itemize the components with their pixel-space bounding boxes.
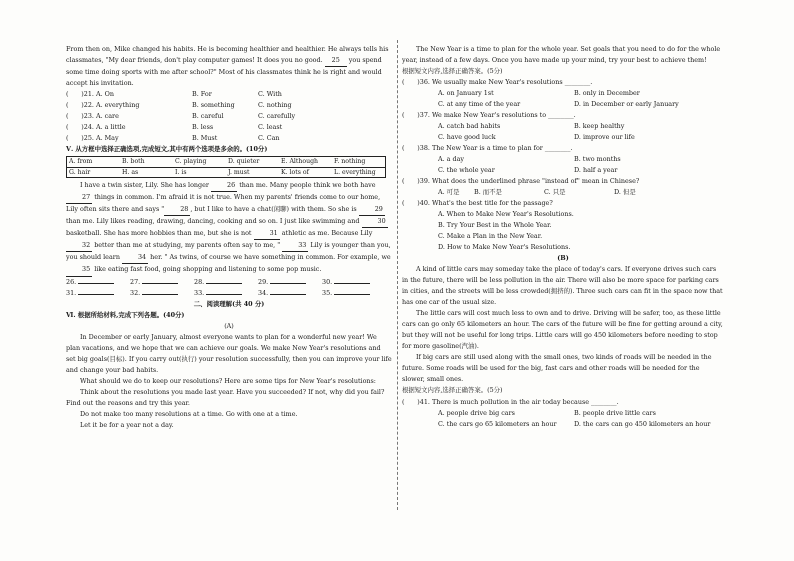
word-option: L. everything [332, 167, 385, 178]
passage-a-paragraph: Do not make too many resolutions at a time. Go with one at a time. [80, 409, 298, 418]
option: A. on January 1st [438, 89, 494, 98]
option: A. a day [438, 155, 465, 164]
answer-slot-27[interactable]: 27. [130, 277, 194, 288]
question-stem: ( )36. We usually make New Year's resolutions ________. [402, 78, 593, 87]
question-39 [402, 176, 724, 198]
option: A. When to Make New Year's Resolutions. [438, 210, 574, 219]
option: B. two months [574, 155, 621, 164]
option: C. the whole year [438, 166, 495, 175]
option: C. Make a Plan in the New Year. [438, 232, 543, 241]
word-option: H. as [120, 167, 173, 178]
option: B. 而不是 [474, 188, 502, 197]
answer-slot-30[interactable]: 30. [322, 277, 386, 288]
option: D. improve our life [574, 133, 635, 142]
answer-lines-row-2 [66, 288, 392, 299]
answer-slot-29[interactable]: 29. [258, 277, 322, 288]
word-option: A. from [69, 158, 93, 166]
option: A. 可是 [438, 188, 460, 197]
passage-a-ending: The New Year is a time to plan for the whole year. Set goals that you need to do for the whole year, instead of a few days. Once you have made up your mind, try your best to achieve them! [402, 45, 721, 65]
left-column [66, 44, 392, 431]
question-row: ( )25. A. May B. Must C. Can [66, 134, 280, 143]
answer-lines-row-1 [66, 277, 392, 288]
part-2-title: 二、阅读理解(共 40 分) [193, 299, 265, 308]
word-option: D. quieter [228, 158, 260, 166]
section-5-title: Ⅴ. 从方框中选择正确选项,完成短文,其中有两个选项是多余的。(10分) [66, 145, 268, 154]
option: C. 只是 [544, 188, 566, 197]
option: D. in December or early January [574, 100, 679, 109]
passage-a-paragraph: Let it be for a year not a day. [80, 420, 174, 429]
question-row: ( )24. A. a little B. less C. least [66, 123, 283, 132]
option: B. Try Your Best in the Whole Year. [438, 221, 552, 230]
passage-a-paragraph: What should we do to keep our resolutions? Here are some tips for New Year's resolutions: [80, 376, 376, 385]
question-38 [402, 143, 724, 176]
option: C. the cars go 65 kilometers an hour [438, 419, 557, 428]
cloze-intro-paragraph: From then on, Mike changed his habits. He is becoming healthier and healthier. He always tells his classmates, "My dear friends, don't play computer games! It does you no good. 25 you spend some time doing sports with me after school?" Most of his classmates think he is right and would accept his invitation. [66, 45, 389, 88]
option: C. at any time of the year [438, 100, 521, 109]
option: C. have good luck [438, 133, 496, 142]
blank-28: 28 [164, 204, 190, 216]
instruction-36-40: 根据短文内容,选择正确答案。(5分) [402, 67, 503, 76]
word-option: F. nothing [334, 158, 366, 166]
word-option: B. both [122, 158, 145, 166]
answer-slot-34[interactable]: 34. [258, 288, 322, 299]
word-option: J. must [226, 167, 279, 178]
blank-32: 32 [66, 240, 92, 252]
option: B. keep healthy [574, 122, 625, 131]
question-stem: ( )37. We make New Year's resolutions to ________. [402, 111, 576, 120]
section-6-title: Ⅵ. 根据所给材料,完成下列各题。(40分) [66, 310, 185, 319]
word-option: G. hair [67, 167, 120, 178]
instruction-41-45: 根据短文内容,选择正确答案。(5分) [402, 386, 503, 395]
option: D. 但是 [614, 188, 636, 197]
word-option: K. lots of [279, 167, 332, 178]
blank-29: 29 [359, 204, 385, 216]
answer-slot-35[interactable]: 35. [322, 288, 386, 299]
blank-25: 25 [325, 55, 347, 67]
answer-slot-28[interactable]: 28. [194, 277, 258, 288]
option: B. people drive little cars [574, 408, 656, 417]
right-column [402, 44, 724, 430]
passage-b-label: (B) [557, 254, 569, 263]
question-row: ( )22. A. everything B. something C. nothing [66, 101, 292, 110]
option: D. the cars can go 450 kilometers an hour [574, 419, 711, 428]
option: D. How to Make New Year's Resolutions. [438, 243, 571, 252]
blank-35: 35 [66, 264, 92, 276]
question-stem: ( )40. What's the best title for the passage? [402, 199, 553, 208]
passage-b-paragraph: If big cars are still used along with the small ones, two kinds of roads will be needed in the future. Some roads will be used for the big, fast cars and other roads will be needed for the slower, small ones. [402, 353, 712, 384]
passage-a-paragraph: Think about the resolutions you made last year. Have you succeeded? If not, why did you fail? Find out the reasons and try this year. [66, 387, 385, 407]
blank-27: 27 [66, 192, 92, 204]
option: A. catch bad habits [438, 122, 501, 131]
answer-slot-31[interactable]: 31. [66, 288, 130, 299]
option: A. people drive big cars [438, 408, 515, 417]
word-option: E. Although [281, 158, 319, 166]
question-37 [402, 110, 724, 143]
blank-31: 31 [254, 228, 280, 240]
question-stem: ( )39. What does the underlined phrase "instead of" mean in Chinese? [402, 177, 640, 186]
twin-passage: I have a twin sister, Lily. She has longer 26 than me. Many people think we both have 27 things in common. I'm afraid it is not true. When my parents' friends come to our home, Lily often sits there and says " 28 , but I like to have a chat(闲聊) with them. So she is 29 than me. Lily likes reading, drawing, dancing, cooking and so on. I just like swimming and 30 basketball. She has more hobbies than me, but she is not 31 athletic as me. Because Lily 32 better than me at studying, my parents often say to me, " 33 Lily is younger than you, you should learn 34 her. " As twins, of course we have something in common. For example, we 35 like eating fast food, going shopping and listening to some pop music. [66, 180, 392, 276]
word-box [66, 156, 386, 178]
passage-a-label: (A) [224, 321, 234, 330]
question-row: ( )21. A. On B. For C. With [66, 90, 282, 99]
option: B. only in December [574, 89, 640, 98]
passage-a-paragraph: In December or early January, almost everyone wants to plan for a wonderful new year! We plan vacations, and we hope that we can achieve our goals. We make New Year's resolutions and set big goals(目标). If you carry out(执行) your resolution successfully, then you can improve your life and change your bad habits. [66, 332, 392, 374]
column-divider [397, 40, 398, 510]
question-36 [402, 77, 724, 110]
answer-slot-33[interactable]: 33. [194, 288, 258, 299]
blank-30: 30 [362, 216, 388, 228]
question-40 [402, 198, 724, 253]
word-option: I. is [173, 167, 226, 178]
blank-34: 34 [122, 252, 148, 264]
question-stem: ( )38. The New Year is a time to plan for ________. [402, 144, 573, 153]
word-option: C. playing [175, 158, 207, 166]
passage-b-paragraph: The little cars will cost much less to own and to drive. Driving will be safer, too, as these little cars can go only 65 kilometers an hour. The cars of the future will be fine for getting around a city, but they will not be useful for long trips. Little cars will go 450 kilometers before needing to stop for more gasoline(汽油). [402, 309, 723, 351]
answer-slot-26[interactable]: 26. [66, 277, 130, 288]
answer-slot-32[interactable]: 32. [130, 288, 194, 299]
question-row: ( )23. A. care B. careful C. carefully [66, 112, 296, 121]
question-21-25 [66, 89, 392, 144]
passage-b-paragraph: A kind of little cars may someday take the place of today's cars. If everyone drives such cars in the future, there will be less pollution in the air. There will also be more space for parking cars in cities, and the streets will be less crowded(拥挤的). Three such cars can fit in the space now that has one car of the usual size. [402, 265, 723, 307]
option: D. half a year [574, 166, 618, 175]
blank-26: 26 [211, 180, 237, 192]
question-41 [402, 397, 724, 430]
blank-33: 33 [282, 240, 308, 252]
question-stem: ( )41. There is much pollution in the air today because ________. [402, 397, 619, 406]
